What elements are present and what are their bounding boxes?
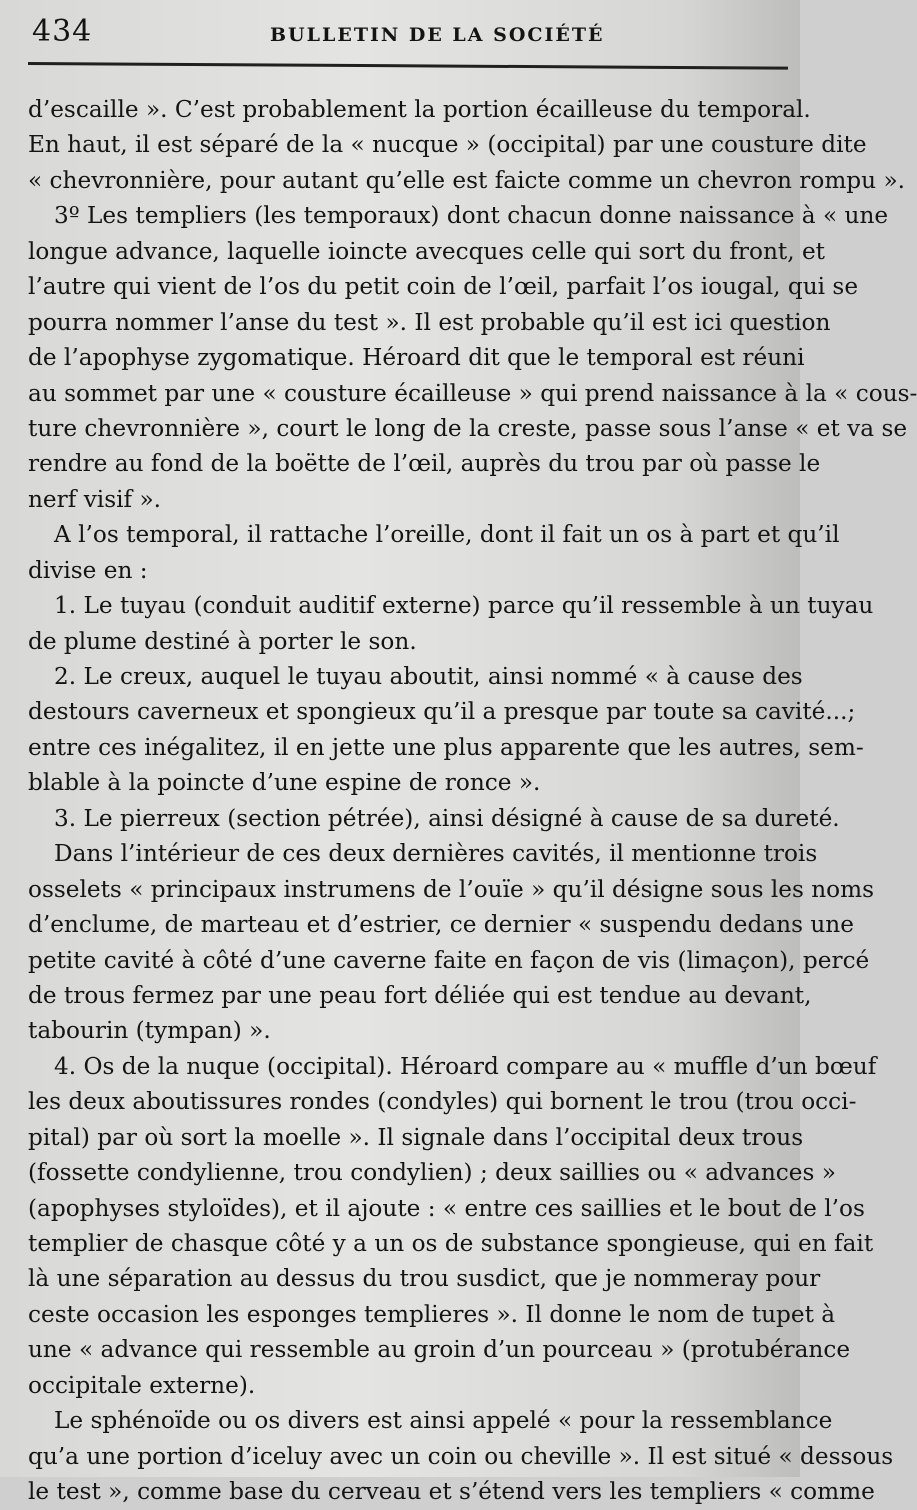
body-text	[28, 92, 917, 1510]
text-line: entre ces inégalitez, il en jette une plus apparente que les autres, sem-	[28, 733, 864, 761]
text-line: 2. Le creux, auquel le tuyau aboutit, ainsi nommé « à cause des	[54, 663, 803, 690]
text-line: 4. Os de la nuque (occipital). Héroard compare au « muffle d’un bœuf	[54, 1052, 877, 1080]
text-line: d’escaille ». C’est probablement la portion écailleuse du temporal.	[28, 96, 811, 123]
text-line: nerf visif ».	[28, 485, 162, 513]
text-line: longue advance, laquelle ioincte avecques celle qui sort du front, et	[28, 237, 825, 265]
text-line: 3. Le pierreux (section pétrée), ainsi désigné à cause de sa dureté.	[54, 804, 840, 832]
text-line: destours caverneux et spongieux qu’il a presque par toute sa cavité...;	[28, 698, 856, 726]
text-line: les deux aboutissures rondes (condyles) qui bornent le trou (trou occi-	[28, 1088, 857, 1116]
text-line: rendre au fond de la boëtte de l’œil, auprès du trou par où passe le	[28, 450, 821, 478]
text-line: ceste occasion les esponges templieres ». Il donne le nom de tupet à	[28, 1300, 836, 1328]
text-line: au sommet par une « cousture écailleuse » qui prend naissance à la « cous-	[28, 379, 917, 407]
text-line: (apophyses styloïdes), et il ajoute : « entre ces saillies et le bout de l’os	[28, 1194, 865, 1222]
text-line: Dans l’intérieur de ces deux dernières cavités, il mentionne trois	[54, 840, 818, 868]
text-line: divise en :	[28, 556, 148, 584]
page-number: 434	[32, 14, 93, 49]
text-line: occipitale externe).	[28, 1371, 256, 1399]
running-title: BULLETIN DE LA SOCIÉTÉ	[270, 24, 605, 46]
text-line: qu’a une portion d’iceluy avec un coin ou cheville ». Il est situé « dessous	[28, 1442, 894, 1470]
text-line: 1. Le tuyau (conduit auditif externe) parce qu’il ressemble à un tuyau	[54, 592, 874, 620]
text-line: une « advance qui ressemble au groin d’un pourceau » (protubérance	[28, 1336, 851, 1364]
text-line: blable à la poincte d’une espine de ronce ».	[28, 769, 541, 797]
text-line: petite cavité à côté d’une caverne faite en façon de vis (limaçon), percé	[28, 946, 870, 974]
text-line: En haut, il est séparé de la « nucque » (occipital) par une cousture dite	[28, 131, 867, 159]
text-line: « chevronnière, pour autant qu’elle est faicte comme un chevron rompu ».	[28, 166, 906, 194]
text-line: osselets « principaux instrumens de l’ouïe » qu’il désigne sous les noms	[28, 875, 875, 903]
text-line: A l’os temporal, il rattache l’oreille, dont il fait un os à part et qu’il	[54, 521, 840, 549]
text-line: tabourin (tympan) ».	[28, 1017, 271, 1045]
text-line: pital) par où sort la moelle ». Il signale dans l’occipital deux trous	[28, 1123, 804, 1151]
text-line: l’autre qui vient de l’os du petit coin de l’œil, parfait l’os iougal, qui se	[28, 273, 859, 301]
text-line: pourra nommer l’anse du test ». Il est probable qu’il est ici question	[28, 308, 831, 336]
text-line: d’enclume, de marteau et d’estrier, ce dernier « suspendu dedans une	[28, 911, 854, 939]
text-line: (fossette condylienne, trou condylien) ; deux saillies ou « advances »	[28, 1159, 836, 1187]
text-line: 3º Les templiers (les temporaux) dont chacun donne naissance à « une	[54, 202, 889, 230]
text-line: Le sphénoïde ou os divers est ainsi appelé « pour la ressemblance	[54, 1407, 833, 1435]
text-line: de trous fermez par une peau fort déliée qui est tendue au devant,	[28, 981, 812, 1009]
page-header	[28, 14, 778, 54]
text-line: là une séparation au dessus du trou susdict, que je nommeray pour	[28, 1265, 821, 1293]
header-rule	[28, 62, 788, 70]
text-line: de l’apophyse zygomatique. Héroard dit que le temporal est réuni	[28, 344, 805, 372]
text-line: templier de chasque côté y a un os de substance spongieuse, qui en fait	[28, 1230, 874, 1257]
text-line: ture chevronnière », court le long de la creste, passe sous l’anse « et va se	[28, 414, 908, 442]
text-line: de plume destiné à porter le son.	[28, 627, 417, 655]
text-line: le test », comme base du cerveau et s’étend vers les templiers « comme	[28, 1478, 875, 1506]
